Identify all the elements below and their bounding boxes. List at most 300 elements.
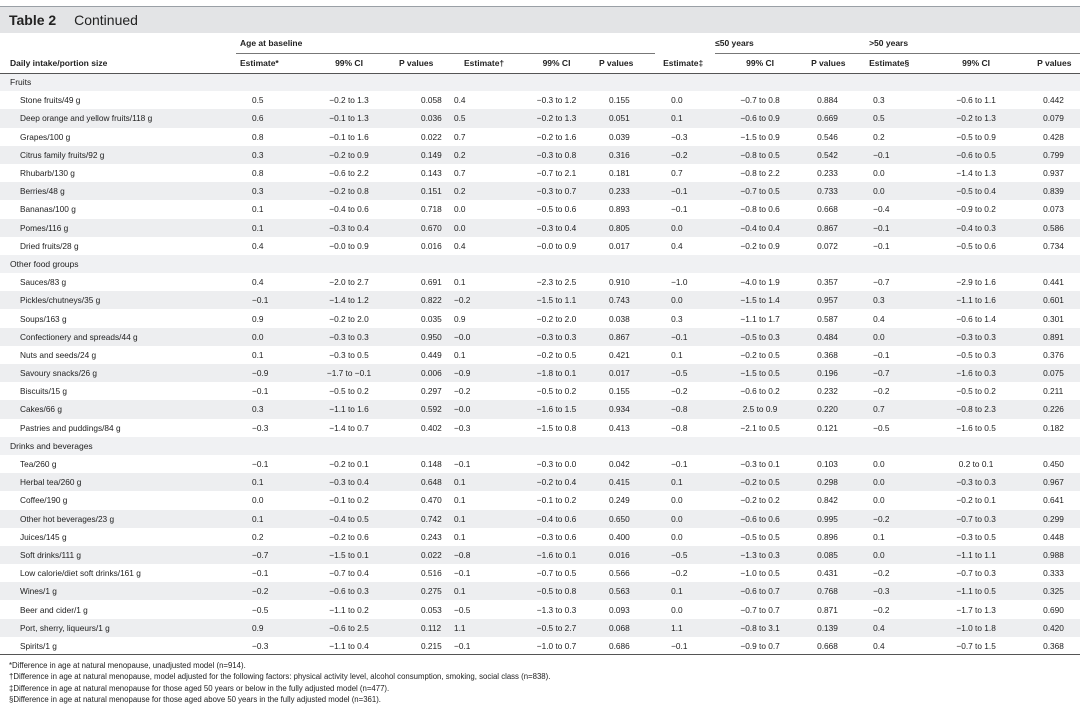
table-cell: 0.2: [450, 146, 518, 164]
table-cell: 0.2: [450, 182, 518, 200]
table-cell: 0.670: [395, 219, 450, 237]
table-cell: 0.4: [454, 240, 466, 251]
table-cell: 0.910: [609, 277, 630, 288]
table-cell: −1.1 to 0.5: [935, 582, 1017, 600]
table-cell: 0.967: [1017, 473, 1080, 491]
table-cell: −1.1 to 1.7: [740, 313, 780, 324]
table-cell: −0.7 to 2.1: [536, 168, 577, 179]
table-cell: 0.5: [252, 95, 264, 106]
table-cell: −0.7 to 0.7: [740, 604, 780, 615]
table-cell: 0.5: [865, 109, 935, 127]
table-cell: −0.2: [873, 386, 890, 397]
table-cell: −0.2: [450, 291, 518, 309]
table-cell: 1.1: [450, 619, 518, 637]
table-cell: 0.042: [609, 459, 630, 470]
table-cell: −1.5 to 1.1: [518, 291, 595, 309]
table-row: [0, 382, 1080, 400]
col-header-estimate-4: Estimate§: [865, 53, 935, 73]
table-cell: 0.441: [1043, 277, 1064, 288]
table-cell: 0.075: [1017, 364, 1080, 382]
table-cell: 0.586: [1017, 219, 1080, 237]
table-cell: 0.232: [817, 386, 838, 397]
table-cell: 0.155: [609, 386, 630, 397]
table-row: [0, 419, 1080, 437]
table-cell: −0.3 to 0.7: [518, 182, 595, 200]
table-cell: −0.7 to 0.4: [329, 568, 369, 579]
table-cell: −0.5: [655, 546, 715, 564]
table-cell: 0.226: [1017, 400, 1080, 418]
row-label: Rhubarb/130 g: [20, 168, 75, 179]
header-column-row: [0, 53, 1080, 73]
table-cell: −1.5 to 0.9: [740, 131, 780, 142]
table-cell: 0.4: [252, 277, 264, 288]
table-cell: −0.0 to 0.9: [536, 240, 577, 251]
table-cell: 0.842: [817, 495, 838, 506]
table-cell: −0.4 to 0.6: [329, 204, 369, 215]
footnotes: [0, 654, 1080, 705]
table-cell: 0.686: [609, 640, 630, 651]
table-cell: −0.6 to 2.5: [303, 619, 395, 637]
table-cell: −2.9 to 1.6: [956, 277, 996, 288]
table-cell: −0.7 to 0.5: [536, 568, 577, 579]
table-cell: 0.734: [1043, 240, 1064, 251]
footnote: ‡Difference in age at natural menopause for those aged 50 years or below in the fully adjusted model (n=477).: [9, 683, 390, 693]
table-cell: −0.6 to 0.2: [740, 386, 780, 397]
row-label: Soups/163 g: [20, 313, 67, 324]
table-cell: −0.2: [454, 386, 471, 397]
table-cell: 0.233: [595, 182, 655, 200]
table-cell: 0.0: [671, 531, 683, 542]
table-cell: −0.5 to 0.2: [536, 386, 577, 397]
table-cell: −0.1: [454, 459, 471, 470]
table-cell: −0.3: [252, 422, 269, 433]
table-cell: −0.7 to 0.3: [935, 510, 1017, 528]
table-cell: 0.449: [421, 349, 442, 360]
table-row: [0, 491, 1080, 509]
table-cell: 0.1: [252, 349, 264, 360]
table-row: [0, 528, 1080, 546]
table-cell: −0.2 to 1.3: [329, 95, 369, 106]
table-cell: −0.7 to 0.3: [956, 568, 996, 579]
table-cell: 0.0: [454, 204, 466, 215]
table-cell: 0.668: [817, 204, 838, 215]
table-cell: −0.2 to 0.9: [740, 240, 780, 251]
row-label: Grapes/100 g: [20, 131, 71, 142]
table-cell: 0.1: [454, 349, 466, 360]
table-cell: −0.5 to 0.3: [715, 328, 805, 346]
col-header-ci-3: 99% CI: [715, 53, 805, 73]
table-cell: −0.8 to 0.6: [740, 204, 780, 215]
table-cell: −0.7: [873, 277, 890, 288]
table-cell: 0.400: [609, 531, 630, 542]
table-cell: 0.8: [252, 168, 264, 179]
table-row: [0, 128, 1080, 146]
table-cell: 0.151: [395, 182, 450, 200]
table-cell: −0.2 to 0.6: [329, 531, 369, 542]
table-cell: −0.3 to 0.3: [303, 328, 395, 346]
table-cell: 0.017: [595, 364, 655, 382]
table-cell: 0.233: [817, 168, 838, 179]
table-cell: −0.2: [671, 568, 688, 579]
table-row: [0, 237, 1080, 255]
table-cell: −0.5 to 0.4: [935, 182, 1017, 200]
table-row: [0, 400, 1080, 418]
table-cell: 0.1: [236, 473, 303, 491]
section-row: [0, 255, 1080, 273]
table-cell: −1.5 to 0.1: [303, 546, 395, 564]
table-cell: 0.1: [655, 473, 715, 491]
table-cell: −0.2 to 1.3: [935, 109, 1017, 127]
table-cell: 0.448: [1043, 531, 1064, 542]
table-cell: −0.2 to 1.3: [518, 109, 595, 127]
table-cell: −0.8 to 2.3: [935, 400, 1017, 418]
table-cell: 0.4: [454, 95, 466, 106]
table-cell: −0.5 to 0.6: [536, 204, 577, 215]
table-cell: 0.0: [873, 168, 885, 179]
table-cell: 0.1: [454, 277, 466, 288]
col-header-p-4: P values: [1017, 53, 1080, 73]
table-cell: 0.3: [865, 291, 935, 309]
row-label: Biscuits/15 g: [20, 386, 68, 397]
row-label: Low calorie/diet soft drinks/161 g: [20, 568, 141, 579]
table-cell: 0.995: [805, 510, 865, 528]
table-cell: −0.3: [252, 640, 269, 651]
row-label: Pastries and puddings/84 g: [20, 422, 121, 433]
table-cell: 0.220: [805, 400, 865, 418]
table-cell: −0.2 to 0.2: [740, 495, 780, 506]
section-row: [0, 73, 1080, 91]
table-cell: −0.8 to 2.2: [740, 168, 780, 179]
table-row: [0, 309, 1080, 327]
table-cell: 0.016: [595, 546, 655, 564]
table-row: [0, 146, 1080, 164]
table-cell: −0.2 to 0.1: [956, 495, 996, 506]
table-cell: −1.6 to 0.5: [956, 422, 996, 433]
table-cell: 0.402: [421, 422, 442, 433]
table-row: [0, 273, 1080, 291]
table-cell: −0.0 to 0.9: [329, 240, 369, 251]
table-cell: −0.5: [252, 604, 269, 615]
row-label: Other hot beverages/23 g: [0, 510, 236, 528]
table-cell: −0.2: [873, 568, 890, 579]
table-cell: −0.6 to 1.1: [956, 95, 996, 106]
table-cell: 0.0: [873, 495, 885, 506]
table-cell: 0.3: [671, 313, 683, 324]
group-header-under-50: ≤50 years: [715, 33, 865, 53]
table-cell: 0.718: [421, 204, 442, 215]
table-cell: 0.0: [655, 510, 715, 528]
col-header-ci-1: 99% CI: [303, 53, 395, 73]
table-cell: −1.4 to 1.3: [956, 168, 996, 179]
table-cell: −0.3 to 0.3: [518, 328, 595, 346]
table-cell: 0.8: [252, 131, 264, 142]
table-cell: 0.867: [805, 219, 865, 237]
table-cell: −0.1: [865, 146, 935, 164]
table-cell: 0.051: [595, 109, 655, 127]
col-header-ci-2: 99% CI: [518, 53, 595, 73]
table-cell: −0.5 to 2.7: [518, 619, 595, 637]
table-cell: 0.867: [595, 328, 655, 346]
table-row: [0, 328, 1080, 346]
table-cell: −0.8: [655, 400, 715, 418]
row-label: Soft drinks/111 g: [0, 546, 236, 564]
table-cell: 0.805: [595, 219, 655, 237]
table-cell: 0.181: [609, 168, 630, 179]
table-cell: −0.1 to 0.2: [329, 495, 369, 506]
table-cell: 0.668: [817, 640, 838, 651]
table-cell: −0.2 to 0.1: [329, 459, 369, 470]
table-cell: 0.587: [817, 313, 838, 324]
table-cell: 0.368: [1043, 640, 1064, 651]
table-cell: −0.2 to 1.6: [536, 131, 577, 142]
table-cell: −0.3 to 0.1: [740, 459, 780, 470]
table-cell: −0.7: [236, 546, 303, 564]
table-cell: −0.7 to 0.5: [715, 182, 805, 200]
table-cell: −0.8 to 3.1: [715, 619, 805, 637]
table-cell: −0.5 to 0.8: [518, 582, 595, 600]
table-cell: 0.3: [236, 146, 303, 164]
table-cell: −0.9 to 0.7: [740, 640, 780, 651]
table-cell: 0.2: [252, 531, 264, 542]
table-cell: 0.884: [817, 95, 838, 106]
row-label-header: Daily intake/portion size: [0, 53, 236, 73]
table-cell: 0.799: [1017, 146, 1080, 164]
table-row: [0, 600, 1080, 618]
table-cell: 0.4: [252, 240, 264, 251]
col-header-p-2: P values: [595, 53, 655, 73]
table-cell: 0.297: [421, 386, 442, 397]
table-cell: −0.6 to 0.3: [303, 582, 395, 600]
table-cell: 0.022: [395, 546, 450, 564]
row-label: Confectionery and spreads/44 g: [0, 328, 236, 346]
table-cell: 0.376: [1043, 349, 1064, 360]
table-cell: 0.431: [817, 568, 838, 579]
table-cell: 0.053: [421, 604, 442, 615]
table-cell: 0.017: [609, 240, 630, 251]
table-cell: 0.103: [817, 459, 838, 470]
table-cell: 0.988: [1017, 546, 1080, 564]
table-cell: 0.601: [1017, 291, 1080, 309]
table-cell: 0.957: [805, 291, 865, 309]
table-row: [0, 182, 1080, 200]
table-cell: 0.316: [595, 146, 655, 164]
table-cell: −0.1: [454, 568, 471, 579]
table-cell: −0.3: [671, 131, 688, 142]
table-cell: −0.2: [655, 146, 715, 164]
table-cell: −0.4: [873, 204, 890, 215]
table-cell: 0.299: [1017, 510, 1080, 528]
table-cell: 0.1: [873, 531, 885, 542]
table-cell: 0.155: [609, 95, 630, 106]
table-cell: 0.641: [1043, 495, 1064, 506]
table-cell: −0.5 to 0.6: [956, 240, 996, 251]
table-row: [0, 364, 1080, 382]
table-cell: 0.690: [1043, 604, 1064, 615]
table-cell: 0.566: [609, 568, 630, 579]
table-cell: 0.592: [395, 400, 450, 418]
table-cell: 0.368: [817, 349, 838, 360]
table-cell: −0.9 to 0.2: [956, 204, 996, 215]
table-cell: 0.896: [817, 531, 838, 542]
section-title: Other food groups: [0, 255, 1080, 273]
table-cell: 0.1: [450, 473, 518, 491]
table-row: [0, 510, 1080, 528]
table-cell: 0.149: [395, 146, 450, 164]
table-cell: −0.2: [873, 604, 890, 615]
table-cell: −0.4 to 0.3: [935, 219, 1017, 237]
row-label: Pomes/116 g: [0, 219, 236, 237]
row-label: Savoury snacks/26 g: [0, 364, 236, 382]
table-body: [0, 73, 1080, 655]
row-label: Cakes/66 g: [0, 400, 236, 418]
table-cell: 0.121: [817, 422, 838, 433]
group-header-over-50: >50 years: [865, 33, 1080, 53]
table-cell: 0.006: [395, 364, 450, 382]
table-cell: −0.1 to 1.6: [329, 131, 369, 142]
table-row: [0, 473, 1080, 491]
table-cell: −0.8: [450, 546, 518, 564]
table-row: [0, 455, 1080, 473]
footnote: *Difference in age at natural menopause, unadjusted model (n=914).: [9, 661, 246, 670]
table-cell: −0.6 to 0.6: [715, 510, 805, 528]
table-cell: 0.0: [450, 219, 518, 237]
table-cell: −0.2: [865, 510, 935, 528]
table-cell: −0.1: [865, 219, 935, 237]
row-label: Beer and cider/1 g: [20, 604, 88, 615]
table-cell: 0.4: [873, 313, 885, 324]
table-row: [0, 164, 1080, 182]
table-cell: 0.742: [395, 510, 450, 528]
table-cell: 0.0: [655, 219, 715, 237]
table-cell: −0.1: [671, 204, 688, 215]
table-cell: 0.0: [865, 328, 935, 346]
table-cell: 0.182: [1043, 422, 1064, 433]
col-header-p-1: P values: [395, 53, 450, 73]
table-cell: −1.5 to 0.8: [536, 422, 577, 433]
table-cell: 0.215: [421, 640, 442, 651]
table-cell: 0.546: [817, 131, 838, 142]
table-cell: 0.073: [1043, 204, 1064, 215]
table-cell: −1.3 to 0.3: [536, 604, 577, 615]
row-label: Citrus family fruits/92 g: [0, 146, 236, 164]
table-cell: 0.036: [395, 109, 450, 127]
table-cell: 0.0: [671, 95, 683, 106]
table-cell: −1.0 to 1.8: [935, 619, 1017, 637]
row-label: Pickles/chutneys/35 g: [0, 291, 236, 309]
table-cell: −0.5: [454, 604, 471, 615]
table-cell: 0.0: [873, 459, 885, 470]
table-cell: 0.275: [395, 582, 450, 600]
table-cell: −0.2 to 0.4: [518, 473, 595, 491]
table-cell: 0.1: [450, 582, 518, 600]
table-cell: 0.058: [421, 95, 442, 106]
table-cell: 0.0: [865, 546, 935, 564]
row-label: Berries/48 g: [0, 182, 236, 200]
table-cell: 0.470: [421, 495, 442, 506]
table-cell: −0.3 to 1.2: [536, 95, 577, 106]
table-cell: 0.1: [252, 204, 264, 215]
table-cell: −0.1: [252, 459, 269, 470]
col-header-ci-4: 99% CI: [935, 53, 1017, 73]
table-cell: −0.3 to 0.8: [518, 146, 595, 164]
table-cell: −0.1 to 1.3: [303, 109, 395, 127]
table-row: [0, 582, 1080, 600]
table-cell: 0.4: [873, 640, 885, 651]
table-cell: 0.669: [805, 109, 865, 127]
table-cell: −1.1 to 0.4: [329, 640, 369, 651]
table-cell: 0.038: [609, 313, 630, 324]
table-cell: 0.357: [817, 277, 838, 288]
table-row: [0, 291, 1080, 309]
table-cell: 0.648: [395, 473, 450, 491]
table-cell: 0.139: [805, 619, 865, 637]
table-cell: 0.0: [671, 495, 683, 506]
table-cell: 0.039: [609, 131, 630, 142]
table-cell: 0.243: [421, 531, 442, 542]
table-cell: 0.0: [655, 291, 715, 309]
row-label: Wines/1 g: [0, 582, 236, 600]
table-cell: 0.112: [395, 619, 450, 637]
table-cell: −0.1: [655, 182, 715, 200]
table-cell: 0.072: [817, 240, 838, 251]
table-cell: −0.1: [655, 328, 715, 346]
table-cell: 1.1: [655, 619, 715, 637]
table-cell: 0.3: [236, 182, 303, 200]
table-cell: −1.8 to 0.1: [518, 364, 595, 382]
table-cell: −0.8 to 0.5: [715, 146, 805, 164]
table-cell: 0.1: [236, 510, 303, 528]
table-cell: −0.2 to 2.0: [329, 313, 369, 324]
table-caption: Continued: [74, 12, 138, 28]
table-cell: 0.6: [236, 109, 303, 127]
table-cell: 0.4: [865, 619, 935, 637]
row-label: Stone fruits/49 g: [20, 95, 81, 106]
table-cell: 0.1: [236, 219, 303, 237]
table-cell: −1.6 to 0.3: [935, 364, 1017, 382]
table-cell: −2.0 to 2.7: [329, 277, 369, 288]
table-cell: −0.7 to 1.5: [956, 640, 996, 651]
table-cell: −0.1: [252, 568, 269, 579]
row-label: Deep orange and yellow fruits/118 g: [0, 109, 236, 127]
table-row: [0, 619, 1080, 637]
section-title: Fruits: [0, 73, 1080, 91]
table-cell: 0.085: [805, 546, 865, 564]
table-cell: 0.893: [609, 204, 630, 215]
table-cell: −2.1 to 0.5: [740, 422, 780, 433]
table-cell: −1.1 to 1.1: [935, 546, 1017, 564]
table-cell: −0.1: [236, 291, 303, 309]
table-cell: 0.196: [805, 364, 865, 382]
table-cell: 0.7: [865, 400, 935, 418]
table-cell: 0.333: [1043, 568, 1064, 579]
table-cell: 0.421: [609, 349, 630, 360]
table-cell: −0.0: [450, 328, 518, 346]
row-label: Spirits/1 g: [20, 640, 57, 651]
table-cell: −0.1: [671, 640, 688, 651]
table-cell: 2.5 to 0.9: [715, 400, 805, 418]
table-cell: 0.1: [671, 349, 683, 360]
table-row: [0, 91, 1080, 109]
table-cell: −0.6 to 0.7: [715, 582, 805, 600]
table-cell: 0.822: [395, 291, 450, 309]
table-cell: 0.9: [236, 619, 303, 637]
table-cell: −0.3: [865, 582, 935, 600]
row-label: Herbal tea/260 g: [0, 473, 236, 491]
table-cell: 0.0: [671, 604, 683, 615]
section-title: Drinks and beverages: [0, 437, 1080, 455]
table-row: [0, 346, 1080, 364]
data-table: [0, 33, 1080, 655]
